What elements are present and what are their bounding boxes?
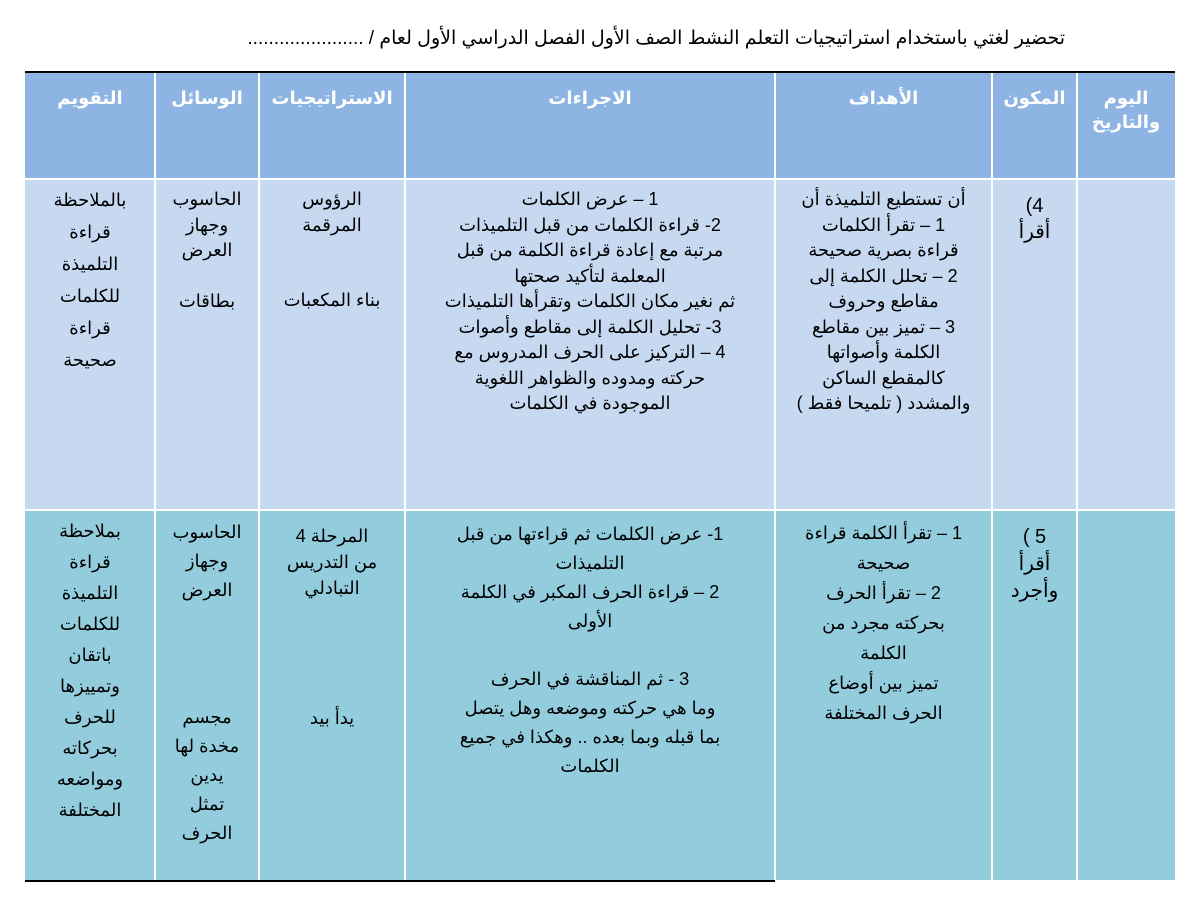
row2-tools bbox=[155, 510, 259, 880]
row2-tools-line: وجهاز bbox=[185, 551, 229, 571]
row2-tools-line: العرض bbox=[181, 580, 233, 600]
column-divider bbox=[154, 72, 156, 880]
row-divider bbox=[25, 509, 1175, 511]
row2-evaluation-line: باتقان bbox=[68, 645, 112, 665]
row1-strategies-line: الرؤوس bbox=[302, 189, 362, 209]
row1-strategies-spacer bbox=[259, 263, 405, 288]
column-divider bbox=[258, 72, 260, 880]
row2-strategies-line: من التدريس bbox=[286, 552, 378, 572]
row2-evaluation bbox=[25, 510, 155, 880]
row2-tools-spacer bbox=[155, 663, 259, 692]
row2-strategies bbox=[259, 510, 405, 880]
row1-procedures-line: 2- قراءة الكلمات من قبل التلميذات bbox=[459, 214, 721, 235]
row2-component bbox=[992, 510, 1077, 880]
row2-procedures-line: 3 - ثم المناقشة في الحرف bbox=[490, 669, 690, 689]
row2-strategies-spacer bbox=[259, 627, 405, 653]
row1-strategies-line: بناء المكعبات bbox=[283, 290, 381, 310]
header-day-date bbox=[1077, 72, 1175, 179]
row2-strategies-line: المرحلة 4 bbox=[295, 526, 369, 546]
row2-tools-line: مجسم bbox=[182, 707, 232, 727]
row1-evaluation-line: التلميذة bbox=[61, 254, 119, 274]
table-top-rule bbox=[25, 71, 1175, 73]
row2-evaluation-line: المختلفة bbox=[58, 800, 122, 820]
row2-procedures-line: 2 – قراءة الحرف المكبر في الكلمة bbox=[460, 582, 720, 602]
row2-evaluation-line: للكلمات bbox=[59, 614, 121, 634]
row1-tools-spacer bbox=[155, 264, 259, 289]
row2-component-line: أقرأ bbox=[1018, 553, 1051, 575]
row1-day-date bbox=[1077, 179, 1175, 510]
row2-objectives-line: الكلمة bbox=[860, 643, 907, 663]
row2-component-line: وأجرد bbox=[1010, 580, 1059, 602]
row2-evaluation-line: قراءة bbox=[69, 552, 111, 572]
row2-objectives-line: بحركته مجرد من bbox=[822, 613, 945, 633]
row1-evaluation-line: قراءة bbox=[69, 222, 111, 242]
header-evaluation: التقويم bbox=[25, 72, 155, 179]
row1-evaluation-line: صحيحة bbox=[63, 350, 117, 370]
header-component: المكون bbox=[992, 72, 1077, 179]
row1-strategies-spacer bbox=[259, 238, 405, 263]
row1-objectives-line: والمشدد ( تلميحا فقط ) bbox=[796, 393, 971, 413]
row2-objectives-line: الحرف المختلفة bbox=[824, 703, 943, 723]
row1-procedures-line: حركته ومدوده والظواهر اللغوية bbox=[474, 367, 706, 388]
row2-procedures-line: بما قبله وبما بعده .. وهكذا في جميع bbox=[459, 727, 721, 747]
row1-procedures-line: 3- تحليل الكلمة إلى مقاطع وأصوات bbox=[458, 316, 722, 337]
row1-objectives bbox=[775, 179, 992, 510]
row2-objectives-line: 1 – تقرأ الكلمة قراءة bbox=[805, 523, 962, 543]
row2-strategies-line: التبادلي bbox=[304, 578, 360, 598]
row2-procedures-line: الأولى bbox=[567, 611, 613, 631]
row2-strategies-spacer bbox=[259, 679, 405, 705]
table-bottom-rule bbox=[25, 880, 775, 882]
row2-objectives-line: صحيحة bbox=[856, 553, 911, 573]
header-day-date-line: اليوم bbox=[1103, 88, 1149, 108]
row2-tools-line: الحرف bbox=[181, 823, 233, 843]
row2-evaluation-line: التلميذة bbox=[61, 583, 119, 603]
row2-component-line: 5 ) bbox=[1022, 526, 1047, 548]
header-strategies: الاستراتيجيات bbox=[259, 72, 405, 179]
row1-component bbox=[992, 179, 1077, 510]
row1-tools-line: وجهاز bbox=[185, 214, 229, 235]
row1-objectives-line: 3 – تميز بين مقاطع bbox=[811, 316, 956, 337]
row2-procedures-line: 1- عرض الكلمات ثم قراءتها من قبل bbox=[456, 524, 724, 544]
header-objectives: الأهداف bbox=[775, 72, 992, 179]
column-divider bbox=[774, 72, 776, 880]
row1-procedures-line: مرتبة مع إعادة قراءة الكلمة من قبل bbox=[456, 240, 724, 260]
row2-tools-spacer bbox=[155, 692, 259, 703]
row2-evaluation-line: للحرف bbox=[64, 707, 116, 727]
row1-objectives-line: كالمقطع الساكن bbox=[822, 367, 945, 388]
row2-strategies-line: يدأ بيد bbox=[309, 708, 355, 728]
row1-objectives-line: مقاطع وحروف bbox=[828, 291, 939, 311]
row2-procedures-line: وما هي حركته وموضعه وهل يتصل bbox=[464, 698, 716, 718]
row1-tools-line: بطاقات bbox=[178, 290, 236, 311]
row2-procedures-spacer bbox=[405, 636, 775, 665]
header-day-date-line: والتاريخ bbox=[1091, 112, 1161, 132]
row2-tools-line: يدين bbox=[190, 765, 224, 785]
row1-procedures-line: ثم نغير مكان الكلمات وتقرأها التلميذات bbox=[444, 291, 736, 311]
column-divider bbox=[404, 72, 406, 880]
row2-objectives bbox=[775, 510, 992, 880]
row1-procedures-line: المعلمة لتأكيد صحتها bbox=[514, 265, 666, 286]
row2-objectives-line: تميز بين أوضاع bbox=[828, 673, 939, 693]
row1-strategies bbox=[259, 179, 405, 510]
row2-evaluation-line: وتمييزها bbox=[60, 676, 120, 696]
header-tools: الوسائل bbox=[155, 72, 259, 179]
row2-evaluation-line: بحركاته bbox=[62, 738, 118, 758]
row1-evaluation-line: للكلمات bbox=[59, 286, 121, 306]
row2-procedures-line: الكلمات bbox=[560, 756, 620, 776]
row2-procedures-line: التلميذات bbox=[555, 553, 625, 573]
row1-strategies-line: المرقمة bbox=[302, 214, 362, 235]
row1-objectives-line: 2 – تحلل الكلمة إلى bbox=[809, 265, 958, 286]
row1-procedures-line: 4 – التركيز على الحرف المدروس مع bbox=[454, 342, 726, 362]
row1-objectives-line: 1 – تقرأ الكلمات bbox=[821, 214, 946, 235]
row1-tools-line: العرض bbox=[181, 240, 233, 260]
row1-objectives-line: قراءة بصرية صحيحة bbox=[808, 240, 959, 260]
row1-tools bbox=[155, 179, 259, 510]
header-procedures: الاجراءات bbox=[405, 72, 775, 179]
row2-day-date bbox=[1077, 510, 1175, 880]
row-divider bbox=[25, 178, 1175, 180]
row2-strategies-spacer bbox=[259, 601, 405, 627]
page-title: تحضير لغتي باستخدام استراتيجيات التعلم النشط الصف الأول الفصل الدراسي الأول لعام / ...................... bbox=[247, 28, 1065, 49]
row1-evaluation bbox=[25, 179, 155, 510]
row1-component-line: 4) bbox=[1025, 195, 1044, 217]
row2-tools-spacer bbox=[155, 634, 259, 663]
row2-objectives-line: 2 – تقرأ الحرف bbox=[826, 583, 941, 603]
row1-evaluation-line: بالملاحظة bbox=[53, 190, 127, 210]
row2-tools-line: مخدة لها bbox=[174, 736, 240, 756]
row1-evaluation-line: قراءة bbox=[69, 318, 111, 338]
row1-component-line: أقرأ bbox=[1018, 221, 1051, 243]
row1-procedures bbox=[405, 179, 775, 510]
column-divider bbox=[991, 72, 993, 880]
row2-tools-line: تمثل bbox=[189, 794, 225, 814]
row1-tools-line: الحاسوب bbox=[172, 189, 242, 209]
row1-objectives-line: الكلمة وأصواتها bbox=[826, 342, 941, 362]
row1-procedures-line: 1 – عرض الكلمات bbox=[521, 189, 659, 209]
row2-tools-line: الحاسوب bbox=[172, 522, 242, 542]
row1-objectives-line: أن تستطيع التلميذة أن bbox=[801, 189, 966, 209]
row2-strategies-spacer bbox=[259, 653, 405, 679]
row1-procedures-line: الموجودة في الكلمات bbox=[509, 393, 671, 413]
row2-evaluation-line: ومواضعه bbox=[56, 769, 124, 789]
row2-tools-spacer bbox=[155, 605, 259, 634]
row2-evaluation-line: بملاحظة bbox=[59, 521, 121, 541]
row2-procedures bbox=[405, 510, 775, 880]
column-divider bbox=[1076, 72, 1078, 880]
